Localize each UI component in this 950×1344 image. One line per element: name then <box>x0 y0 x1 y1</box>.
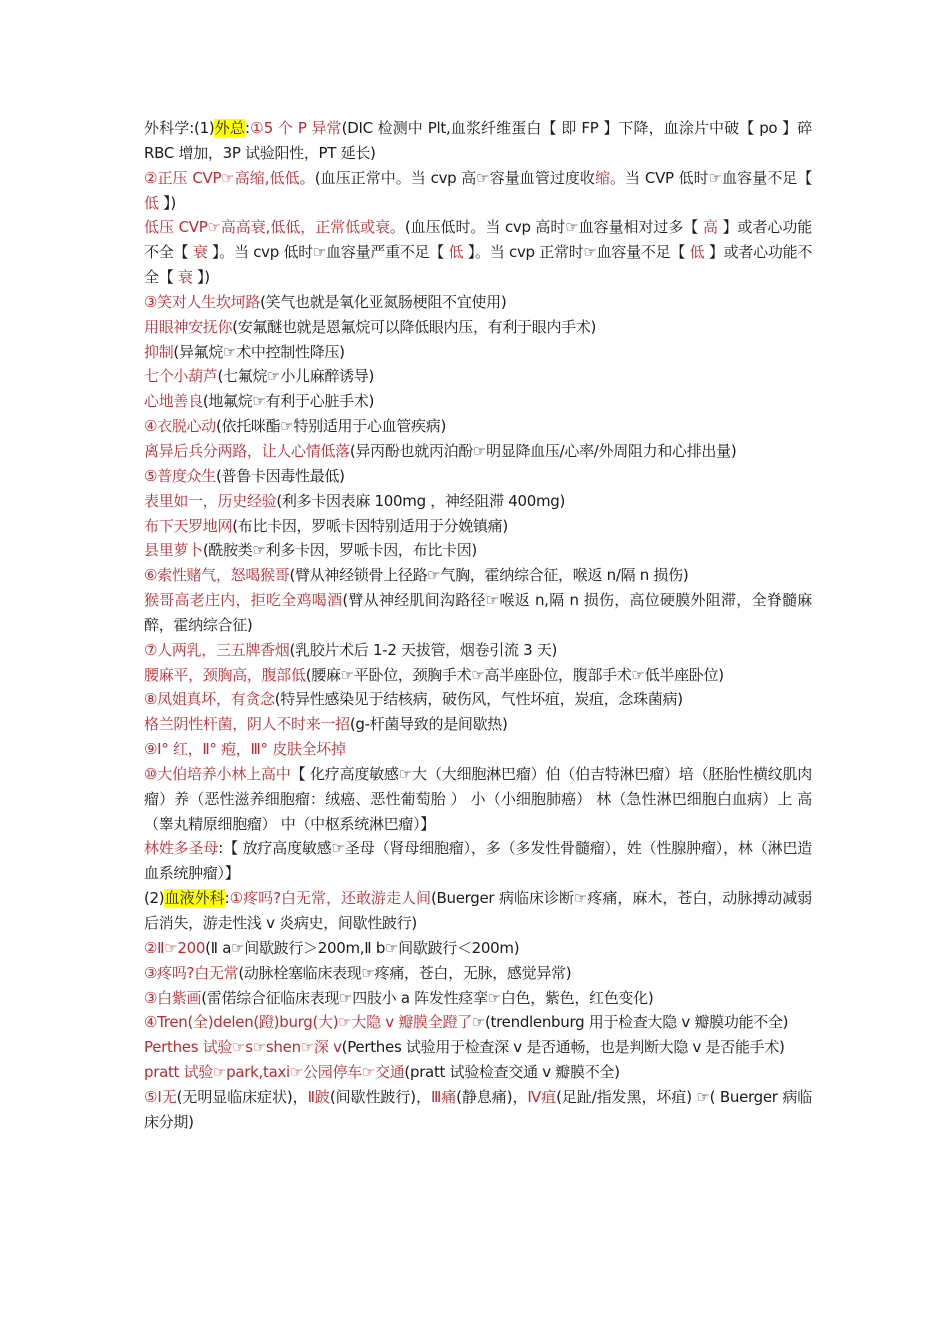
red-mnemonic-text: 衰 <box>192 243 208 262</box>
body-text: (Perthes 试验用于检查深 v 是否通畅，也是判断大隐 v 是否能手术) <box>341 1038 785 1057</box>
body-text: 】) <box>158 193 176 212</box>
body-text: ☞(trendlenburg 用于检查大隐 v 瓣膜功能不全) <box>471 1013 789 1032</box>
text-line <box>144 663 812 688</box>
body-text: : <box>224 889 230 908</box>
body-text: 】。当 cvp 低时☞血容量严重不足【 <box>207 243 449 262</box>
red-mnemonic-text: 低压 CVP☞高高衰,低低，正常低或衰 <box>144 218 390 237</box>
red-mnemonic-text: 七个小葫芦 <box>144 367 218 386</box>
body-text: (pratt 试验检查交通 v 瓣膜不全) <box>404 1063 620 1082</box>
body-text: : <box>245 119 250 137</box>
body-text: 】或者心功能不全【 <box>144 243 813 287</box>
red-mnemonic-text: 猴哥高老庄内，拒吃全鸡喝酒 <box>144 591 343 610</box>
red-mnemonic-text: 用眼神安抚你 <box>144 317 233 336</box>
text-line <box>144 364 812 389</box>
body-text: (安氟醚也就是恩氟烷可以降低眼内压，有利于眼内手术) <box>232 317 597 336</box>
body-text: (乳胶片术后 1-2 天拔管，烟卷引流 3 天) <box>289 640 558 659</box>
text-line <box>144 464 812 489</box>
body-text: 】) <box>192 268 210 287</box>
text-line <box>144 1060 812 1085</box>
body-text: (依托咪酯☞特别适用于心血管疾病) <box>215 417 447 436</box>
red-mnemonic-text: ⑨Ⅰ° 红，Ⅱ° 疱，Ⅲ° 皮肤全坏掉 <box>144 740 346 759</box>
red-mnemonic-text: Ⅱ跛 <box>307 1087 330 1106</box>
red-mnemonic-text: 县里萝卜 <box>144 541 203 560</box>
body-text: (异氟烷☞术中控制性降压) <box>173 342 345 361</box>
text-line <box>144 986 812 1011</box>
red-mnemonic-text: ⑤普度众生 <box>144 466 216 485</box>
body-text: 。(血压低时。当 cvp 高时☞血容量相对过多【 <box>389 218 703 237</box>
red-mnemonic-text: 衰 <box>177 268 193 287</box>
body-text: (地氟烷☞有利于心脏手术) <box>202 392 375 411</box>
text-line <box>144 687 812 712</box>
text-line <box>144 166 812 216</box>
red-mnemonic-text: ①5 个 P 异常 <box>249 119 342 137</box>
body-text: (DIC 检测中 Plt,血浆纤维蛋白【 即 FP 】下降，血涂片中破【 po 】碎 RBC 增加，3P 试验阳性，PT 延长) <box>144 119 812 162</box>
body-text: (普鲁卡因毒性最低) <box>215 466 345 485</box>
body-text: (雷偌综合征临床表现☞四肢小 a 阵发性痉挛☞白色，紫色，红色变化) <box>201 988 654 1007</box>
text-line <box>144 836 812 886</box>
text-line <box>144 1085 812 1135</box>
text-line <box>144 712 812 737</box>
red-mnemonic-text: 抑制 <box>144 342 174 361</box>
body-text: (臂从神经肌间沟路径☞喉返 n,隔 n 损伤，高位硬膜外阻滞，全脊髓麻醉，霍纳综合征) <box>144 591 812 634</box>
text-line <box>144 514 812 539</box>
red-mnemonic-text: 表里如一，历史经验 <box>144 491 277 510</box>
red-mnemonic-text: ③笑对人生坎坷路 <box>144 292 261 311</box>
red-mnemonic-text: ⑤Ⅰ无 <box>144 1087 177 1106</box>
red-mnemonic-text: ④Tren(全)delen(蹬)burg(大)☞大隐 v 瓣膜全蹬了 <box>144 1013 472 1032</box>
red-mnemonic-text: ⑥索性赌气，怒喝猴哥 <box>144 566 290 585</box>
body-text: (g-杆菌导致的是间歇热) <box>349 715 508 734</box>
body-text: 】或者心功能不全【 <box>144 218 812 262</box>
body-text: (特异性感染见于结核病，破伤风，气性坏疽，炭疽，念珠菌病) <box>274 690 683 709</box>
text-line <box>144 116 812 166</box>
text-line <box>144 290 812 315</box>
body-text: 【 化疗高度敏感☞大（大细胞淋巴瘤）伯（伯吉特淋巴瘤）培（胚胎性横纹肌肉瘤）养（恶性滋养细胞瘤：绒癌、恶性葡萄胎 ） 小（小细胞肺癌） 林（急性淋巴细胞白血病）上 高（睾丸精原细胞瘤） 中（中枢系统淋巴瘤）】 <box>144 764 812 833</box>
red-mnemonic-text: ④衣脱心动 <box>144 417 216 436</box>
body-text: (2) <box>144 889 165 908</box>
red-mnemonic-text: 低 <box>448 243 464 262</box>
text-line <box>144 762 812 837</box>
red-mnemonic-text: Ⅲ痛 <box>430 1087 457 1106</box>
text-line <box>144 961 812 986</box>
text-line <box>144 315 812 340</box>
red-mnemonic-text: 林姓多圣母 <box>144 839 219 858</box>
body-text: 】。当 cvp 正常时☞血容量不足【 <box>463 243 690 262</box>
body-text: (利多卡因表麻 100mg ，神经阻滞 400mg) <box>276 491 566 510</box>
red-mnemonic-text: Perthes 试验☞s☞shen☞深 v <box>144 1038 342 1057</box>
text-line <box>144 638 812 663</box>
highlighted-heading: 血液外科 <box>164 889 225 908</box>
document-page <box>144 116 812 1135</box>
red-mnemonic-text: 离异后兵分两路，让人心情低落 <box>144 441 350 460</box>
text-line <box>144 563 812 588</box>
text-line <box>144 737 812 762</box>
body-text: (布比卡因，罗哌卡因特别适用于分娩镇痛) <box>232 516 508 535</box>
red-mnemonic-text: 低 <box>689 243 705 262</box>
text-line <box>144 389 812 414</box>
red-mnemonic-text: Ⅳ疽 <box>527 1087 557 1106</box>
red-mnemonic-text: 心地善良 <box>144 392 203 411</box>
red-mnemonic-text: ②Ⅱ☞200 <box>144 938 206 957</box>
body-text: (腰麻☞平卧位，颈胸手术☞高半座卧位，腹部手术☞低半座卧位) <box>305 665 724 684</box>
text-line <box>144 489 812 514</box>
body-text: (无明显临床症状)， <box>176 1087 308 1106</box>
red-mnemonic-text: 腰麻平，颈胸高，腹部低 <box>144 665 306 684</box>
body-text: (Ⅱ a☞间歇跛行＞200m,Ⅱ b☞间歇跛行＜200m) <box>205 938 520 957</box>
text-line <box>144 340 812 365</box>
highlighted-heading: 外总 <box>214 119 246 137</box>
red-mnemonic-text: pratt 试验☞park,taxi☞公园停车☞交通 <box>144 1063 405 1082</box>
red-mnemonic-text: ③疼吗?白无常 <box>144 963 239 982</box>
body-text: (间歇性跛行)， <box>329 1087 431 1106</box>
body-text: (Buerger 病临床诊断☞疼痛，麻木，苍白，动脉搏动减弱后消失，游走性浅 v 炎病史，间歇性跛行) <box>144 889 812 932</box>
body-text: (动脉栓塞临床表现☞疼痛，苍白，无脉，感觉异常) <box>238 963 572 982</box>
red-mnemonic-text: 高 <box>702 218 718 237</box>
red-mnemonic-text: 格兰阴性杆菌，阴人不时来一招 <box>144 715 350 734</box>
red-mnemonic-text: ②正压 CVP☞高缩,低低 <box>144 168 300 187</box>
red-mnemonic-text: ①疼吗?白无常，还敢游走人间 <box>229 889 431 908</box>
body-text: (酰胺类☞利多卡因，罗哌卡因，布比卡因) <box>202 541 477 560</box>
text-line <box>144 588 812 638</box>
red-mnemonic-text: ⑧凤姐真坏，有贪念 <box>144 690 275 709</box>
body-text: (足趾/指发黑，坏疽) ☞( Buerger 病临床分期) <box>144 1087 812 1131</box>
red-mnemonic-text: ⑦人两乳，三五牌香烟 <box>144 640 290 659</box>
red-mnemonic-text: ⑩大伯培养小林上高中 <box>144 764 291 783</box>
body-text: 。当 CVP 低时☞血容量不足【 <box>610 168 813 187</box>
red-mnemonic-text: ③白紫画 <box>144 988 202 1007</box>
text-line <box>144 215 812 290</box>
body-text: (臂从神经锁骨上径路☞气胸，霍纳综合征，喉返 n/隔 n 损伤) <box>289 566 689 585</box>
body-text: 。(血压正常中。当 cvp 高☞容量血管过度收 <box>299 168 595 187</box>
body-text: (静息痛)， <box>456 1087 528 1106</box>
text-line <box>144 538 812 563</box>
body-text: :【 放疗高度敏感☞圣母（肾母细胞瘤），多（多发性骨髓瘤），姓（性腺肿瘤），林（淋巴造血系统肿瘤）】 <box>144 839 812 883</box>
body-text: (笑气也就是氧化亚氮肠梗阻不宜使用) <box>260 292 507 311</box>
text-line <box>144 1010 812 1035</box>
body-text: 外科学:(1) <box>144 119 215 137</box>
text-line <box>144 936 812 961</box>
text-line <box>144 1035 812 1060</box>
red-mnemonic-text: 布下天罗地网 <box>144 516 233 535</box>
text-line <box>144 439 812 464</box>
text-line <box>144 414 812 439</box>
red-mnemonic-text: 缩 <box>594 168 611 187</box>
text-line <box>144 886 812 936</box>
red-mnemonic-text: 低 <box>144 193 159 212</box>
body-text: (异丙酚也就丙泊酚☞明显降血压/心率/外周阻力和心排出量) <box>349 441 737 460</box>
body-text: (七氟烷☞小儿麻醉诱导) <box>217 367 375 386</box>
